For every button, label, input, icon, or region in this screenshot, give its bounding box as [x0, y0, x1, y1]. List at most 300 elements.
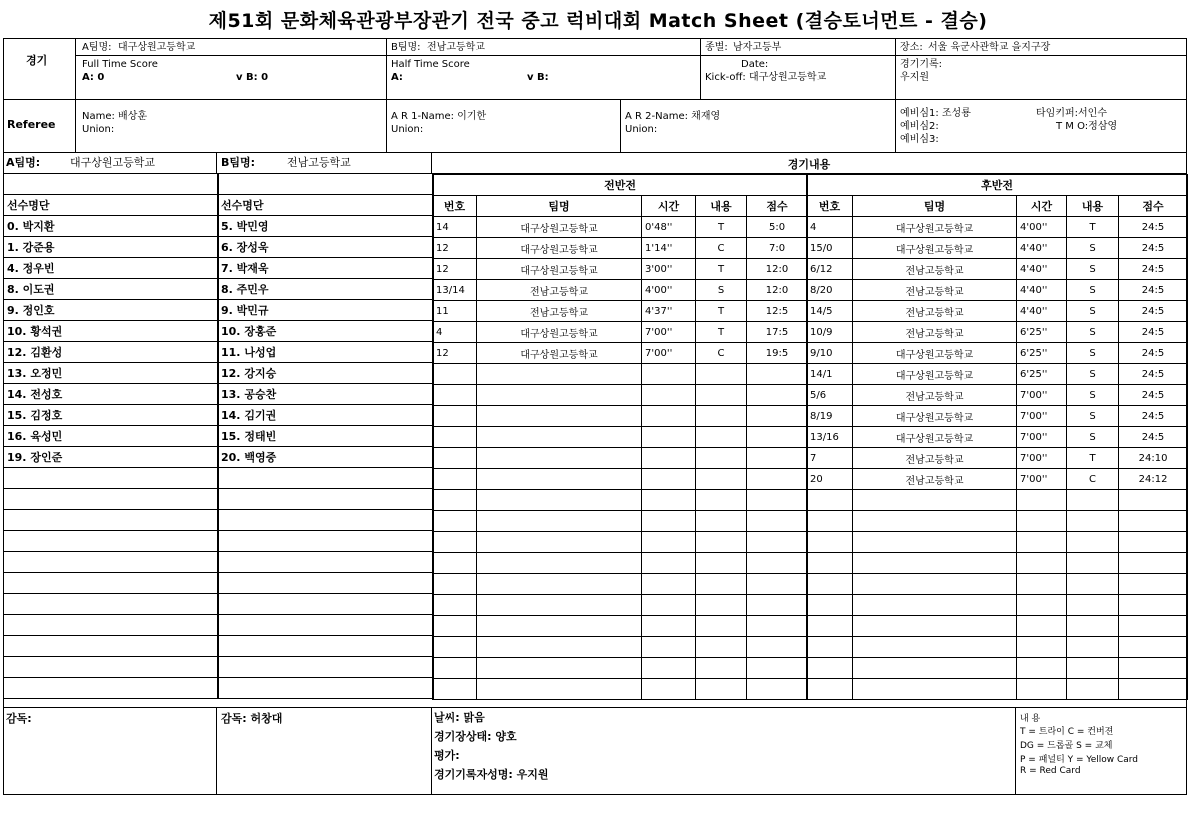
second-half-cell-team: 전남고등학교	[853, 259, 1017, 280]
second-half-cell-time	[1017, 658, 1067, 679]
second-half-cell-number: 20	[807, 469, 853, 490]
second-half-cell-type: S	[1067, 238, 1119, 259]
first-half-cell-team	[477, 469, 642, 490]
first-half-cell-number	[433, 616, 477, 637]
team-b-label: B팀명:	[391, 42, 421, 53]
second-half-cell-team: 대구상원고등학교	[853, 238, 1017, 259]
first-half-cell-type	[696, 364, 747, 385]
second-half-cell-score	[1119, 616, 1188, 637]
tmo: T M O:정삼영	[1056, 121, 1118, 132]
first-half-cell-number: 11	[433, 301, 477, 322]
table-row	[4, 678, 219, 699]
first-half-cell-time: 7'00''	[642, 322, 696, 343]
second-half-cell-number: 7	[807, 448, 853, 469]
first-half-cell-team: 대구상원고등학교	[477, 238, 642, 259]
team-b-header	[217, 153, 432, 174]
first-half-cell-type	[696, 574, 747, 595]
first-half-cell-score	[747, 532, 808, 553]
first-half-cell-score	[747, 511, 808, 532]
first-half-cell-number	[433, 448, 477, 469]
legend-line-4: R = Red Card	[1020, 766, 1081, 776]
second-half-cell-score	[1119, 511, 1188, 532]
second-half-cell-team: 대구상원고등학교	[853, 217, 1017, 238]
coach-a-cell	[4, 707, 217, 794]
second-half-cell-type: S	[1067, 406, 1119, 427]
second-half-cell-team	[853, 511, 1017, 532]
second-half-cell-score: 24:5	[1119, 364, 1188, 385]
first-half-cell-number	[433, 532, 477, 553]
team-a-player	[4, 489, 219, 510]
team-b-player	[218, 468, 434, 489]
second-half-cell-time: 6'25''	[1017, 343, 1067, 364]
first-half-cell-type	[696, 448, 747, 469]
first-half-cell-type: S	[696, 280, 747, 301]
first-half-cell-time	[642, 553, 696, 574]
second-half-cell-number: 6/12	[807, 259, 853, 280]
second-half-header-row	[807, 196, 1188, 217]
table-row	[433, 448, 808, 469]
team-a-player	[4, 615, 219, 636]
conditions-cell	[432, 707, 1016, 794]
table-row	[4, 300, 219, 321]
second-half-cell-type	[1067, 574, 1119, 595]
column-header-number: 번호	[433, 196, 477, 217]
half-time-a: A:	[391, 72, 403, 83]
first-half-header-row	[433, 196, 808, 217]
ar1-name: A R 1-Name: 이기한	[391, 111, 487, 122]
legend-cell	[1016, 707, 1186, 794]
first-half-cell-time	[642, 469, 696, 490]
second-half-cell-time: 6'25''	[1017, 364, 1067, 385]
second-half-cell-number	[807, 658, 853, 679]
table-row	[4, 342, 219, 363]
table-row	[218, 300, 434, 321]
referee-name: Name: 배상훈	[82, 111, 148, 122]
table-row	[433, 301, 808, 322]
table-row	[433, 469, 808, 490]
first-half-cell-number	[433, 490, 477, 511]
coach-a: 감독:	[6, 712, 32, 725]
first-half-cell-team	[477, 637, 642, 658]
table-row	[807, 637, 1188, 658]
first-half-cell-number	[433, 469, 477, 490]
table-row	[807, 553, 1188, 574]
table-row	[4, 447, 219, 468]
first-half-cell-score	[747, 490, 808, 511]
second-half-cell-team: 전남고등학교	[853, 301, 1017, 322]
second-half-cell-score	[1119, 553, 1188, 574]
second-half-cell-score	[1119, 658, 1188, 679]
first-half-cell-score	[747, 658, 808, 679]
referee-cell	[76, 100, 387, 153]
second-half-cell-team: 전남고등학교	[853, 448, 1017, 469]
team-b-player	[218, 510, 434, 531]
second-half-cell-number: 13/16	[807, 427, 853, 448]
first-half-cell-team: 전남고등학교	[477, 301, 642, 322]
first-half-cell-score	[747, 616, 808, 637]
second-half-cell-number: 5/6	[807, 385, 853, 406]
second-half-cell-team: 전남고등학교	[853, 322, 1017, 343]
team-b-player	[218, 552, 434, 573]
field-condition: 경기장상태: 양호	[434, 730, 517, 743]
table-row	[218, 216, 434, 237]
coach-b-cell	[217, 707, 432, 794]
first-half-cell-score	[747, 553, 808, 574]
first-half-cell-type: T	[696, 259, 747, 280]
first-half-cell-type: T	[696, 322, 747, 343]
table-row	[218, 594, 434, 615]
table-row	[807, 511, 1188, 532]
table-row	[4, 636, 219, 657]
first-half-cell-time	[642, 364, 696, 385]
team-a-player: 16. 육성민	[4, 426, 219, 447]
table-row	[433, 217, 808, 238]
second-half-cell-time	[1017, 637, 1067, 658]
table-row	[807, 574, 1188, 595]
first-half-cell-time	[642, 595, 696, 616]
date-label: Date:	[741, 59, 769, 70]
team-b-header-name: 전남고등학교	[287, 156, 351, 169]
table-row	[218, 636, 434, 657]
second-half-cell-team: 대구상원고등학교	[853, 427, 1017, 448]
referee-label-cell	[4, 100, 76, 153]
table-row	[218, 510, 434, 531]
table-row	[218, 279, 434, 300]
first-half-cell-score	[747, 595, 808, 616]
second-half-cell-score: 24:5	[1119, 406, 1188, 427]
table-row	[433, 616, 808, 637]
division-label: 종별:	[705, 42, 728, 53]
second-half-cell-score	[1119, 532, 1188, 553]
table-row	[218, 405, 434, 426]
second-half-cell-number	[807, 532, 853, 553]
first-half-cell-time	[642, 637, 696, 658]
team-a-header-name: 대구상원고등학교	[70, 156, 156, 169]
first-half-cell-type: C	[696, 238, 747, 259]
table-row	[218, 321, 434, 342]
table-row	[4, 405, 219, 426]
table-row	[433, 637, 808, 658]
table-row	[4, 216, 219, 237]
kickoff-label: Kick-off: 대구상원고등학교	[705, 72, 827, 83]
first-half-cell-type	[696, 406, 747, 427]
first-half-cell-time	[642, 658, 696, 679]
team-a-player	[4, 531, 219, 552]
roster-header-row	[4, 195, 219, 216]
match-content-label: 경기내용	[787, 158, 831, 171]
column-header-type: 내용	[696, 196, 747, 217]
roster-header-row	[218, 195, 434, 216]
table-row	[4, 615, 219, 636]
roster-spacer-row	[218, 174, 434, 195]
second-half-cell-time	[1017, 490, 1067, 511]
first-half-cell-time	[642, 406, 696, 427]
second-half-cell-time: 4'40''	[1017, 301, 1067, 322]
first-half-cell-team	[477, 532, 642, 553]
team-b-player	[218, 573, 434, 594]
second-half-cell-type: S	[1067, 385, 1119, 406]
full-time-a: A: 0	[82, 72, 105, 83]
first-half-cell-time	[642, 448, 696, 469]
second-half-cell-time: 4'40''	[1017, 280, 1067, 301]
reserve-cell	[896, 100, 1186, 153]
roster-spacer-cell	[218, 174, 434, 195]
first-half-cell-type	[696, 490, 747, 511]
table-row	[4, 468, 219, 489]
second-half-cell-number: 8/19	[807, 406, 853, 427]
referee-label: Referee	[7, 118, 56, 131]
team-a-player: 9. 정인호	[4, 300, 219, 321]
first-half-cell-number	[433, 553, 477, 574]
first-half-cell-type	[696, 553, 747, 574]
second-half-cell-type: S	[1067, 343, 1119, 364]
first-half-cell-time: 3'00''	[642, 259, 696, 280]
second-half-cell-type: S	[1067, 280, 1119, 301]
reserve-3: 예비심3:	[900, 134, 939, 145]
second-half-cell-team	[853, 532, 1017, 553]
table-row	[218, 384, 434, 405]
first-half-cell-score: 12:5	[747, 301, 808, 322]
half-time-label: Half Time Score	[391, 59, 470, 70]
second-half-cell-type	[1067, 616, 1119, 637]
first-half-cell-time: 4'00''	[642, 280, 696, 301]
second-half-cell-time: 6'25''	[1017, 322, 1067, 343]
second-half-cell-team: 전남고등학교	[853, 280, 1017, 301]
table-row	[218, 426, 434, 447]
team-a-player	[4, 552, 219, 573]
legend-title: 내 용	[1020, 714, 1041, 724]
column-header-type: 내용	[1067, 196, 1119, 217]
first-half-cell-team	[477, 616, 642, 637]
first-half-cell-number	[433, 385, 477, 406]
table-row	[433, 595, 808, 616]
second-half-cell-number: 9/10	[807, 343, 853, 364]
second-half-cell-time: 7'00''	[1017, 385, 1067, 406]
column-header-time: 시간	[642, 196, 696, 217]
table-row	[4, 573, 219, 594]
full-time-b: v B: 0	[236, 72, 269, 83]
first-half-cell-time	[642, 385, 696, 406]
table-row	[4, 594, 219, 615]
table-row	[807, 280, 1188, 301]
first-half-cell-team	[477, 364, 642, 385]
second-half-label: 후반전	[807, 175, 1188, 196]
ar2-cell	[621, 100, 896, 153]
column-header-team: 팀명	[477, 196, 642, 217]
second-half-cell-time	[1017, 532, 1067, 553]
second-half-cell-number	[807, 595, 853, 616]
first-half-label-row	[433, 175, 808, 196]
second-half-cell-team	[853, 574, 1017, 595]
second-half-cell-time: 4'40''	[1017, 238, 1067, 259]
first-half-cell-time: 0'48''	[642, 217, 696, 238]
table-row	[807, 679, 1188, 700]
team-a-player: 14. 전성호	[4, 384, 219, 405]
first-half-label: 전반전	[433, 175, 808, 196]
first-half-cell-team	[477, 595, 642, 616]
team-b-player: 15. 정태빈	[218, 426, 434, 447]
first-half-cell-team: 대구상원고등학교	[477, 343, 642, 364]
first-half-cell-score: 12:0	[747, 280, 808, 301]
second-half-cell-score: 24:5	[1119, 385, 1188, 406]
second-half-cell-type	[1067, 532, 1119, 553]
first-half-cell-number	[433, 364, 477, 385]
first-half-cell-type: C	[696, 343, 747, 364]
first-half-cell-type	[696, 385, 747, 406]
team-b-player	[218, 615, 434, 636]
division-cell	[701, 39, 896, 100]
second-half-cell-score: 24:12	[1119, 469, 1188, 490]
second-half-cell-team: 대구상원고등학교	[853, 343, 1017, 364]
second-half-cell-number: 10/9	[807, 322, 853, 343]
recorder-label: 경기기록:	[900, 59, 943, 70]
venue-label: 장소:	[900, 42, 923, 53]
table-row	[433, 679, 808, 700]
first-half-cell-team	[477, 490, 642, 511]
table-row	[4, 489, 219, 510]
second-half-cell-number	[807, 553, 853, 574]
table-row	[4, 552, 219, 573]
second-half-cell-score: 24:5	[1119, 280, 1188, 301]
table-row	[4, 384, 219, 405]
second-half-cell-score	[1119, 679, 1188, 700]
team-a-player: 12. 김환성	[4, 342, 219, 363]
first-half-cell-time	[642, 532, 696, 553]
first-half-cell-number	[433, 658, 477, 679]
half-time-b: v B:	[527, 72, 549, 83]
first-half-cell-type: T	[696, 301, 747, 322]
team-a-cell	[76, 39, 387, 100]
table-row	[4, 321, 219, 342]
first-half-cell-type	[696, 616, 747, 637]
second-half-cell-team: 전남고등학교	[853, 385, 1017, 406]
first-half-cell-type	[696, 427, 747, 448]
first-half-cell-team	[477, 553, 642, 574]
rating: 평가:	[434, 749, 460, 762]
team-b-cell	[387, 39, 701, 100]
table-row	[4, 237, 219, 258]
second-half-cell-score: 24:5	[1119, 301, 1188, 322]
table-row	[433, 574, 808, 595]
first-half-cell-number	[433, 427, 477, 448]
second-half-cell-score: 24:10	[1119, 448, 1188, 469]
table-row	[218, 615, 434, 636]
first-half-cell-number	[433, 637, 477, 658]
first-half-cell-number: 12	[433, 259, 477, 280]
first-half-cell-number: 4	[433, 322, 477, 343]
second-half-cell-number	[807, 574, 853, 595]
column-header-score: 점수	[1119, 196, 1188, 217]
second-half-cell-type: S	[1067, 259, 1119, 280]
first-half-cell-number: 14	[433, 217, 477, 238]
first-half-cell-time	[642, 616, 696, 637]
first-half-cell-number: 13/14	[433, 280, 477, 301]
first-half-cell-number	[433, 679, 477, 700]
team-a-header-label: A팀명:	[6, 156, 41, 169]
table-row	[807, 532, 1188, 553]
table-row	[433, 406, 808, 427]
second-half-cell-type	[1067, 595, 1119, 616]
second-half-cell-score	[1119, 637, 1188, 658]
roster-a-table	[3, 174, 219, 699]
table-row	[807, 217, 1188, 238]
team-b-name: 전남고등학교	[427, 42, 485, 53]
first-half-cell-team	[477, 658, 642, 679]
team-a-label: A팀명:	[82, 42, 112, 53]
first-half-cell-score	[747, 406, 808, 427]
ar1-union: Union:	[391, 124, 424, 135]
second-half-cell-time	[1017, 595, 1067, 616]
second-half-cell-team	[853, 658, 1017, 679]
first-half-cell-team	[477, 511, 642, 532]
table-row	[433, 427, 808, 448]
table-row	[807, 658, 1188, 679]
second-half-cell-team	[853, 679, 1017, 700]
team-b-player	[218, 636, 434, 657]
coach-b: 감독: 허창대	[221, 712, 283, 725]
team-b-player: 6. 장성욱	[218, 237, 434, 258]
page-title: 제51회 문화체육관광부장관기 전국 중고 럭비대회 Match Sheet (결승토너먼트 - 결승)	[208, 10, 988, 32]
second-half-cell-team	[853, 490, 1017, 511]
table-row	[807, 301, 1188, 322]
first-half-cell-team	[477, 427, 642, 448]
second-half-cell-number	[807, 490, 853, 511]
table-row	[4, 258, 219, 279]
roster-header: 선수명단	[4, 195, 219, 216]
second-half-cell-time: 7'00''	[1017, 469, 1067, 490]
table-row	[433, 553, 808, 574]
table-row	[433, 658, 808, 679]
table-row	[433, 322, 808, 343]
first-half-cell-score	[747, 637, 808, 658]
second-half-cell-type: S	[1067, 427, 1119, 448]
division: 남자고등부	[733, 42, 782, 53]
first-half-cell-score: 17:5	[747, 322, 808, 343]
roster-spacer-row	[4, 174, 219, 195]
first-half-cell-score	[747, 364, 808, 385]
reserve-2: 예비심2:	[900, 121, 939, 132]
match-content-header	[432, 153, 1186, 174]
second-half-cell-number: 15/0	[807, 238, 853, 259]
recorder: 우지원	[900, 72, 929, 83]
legend-line-3: P = 패널티 Y = Yellow Card	[1020, 755, 1139, 765]
roster-b-table	[217, 174, 434, 699]
table-row	[807, 385, 1188, 406]
second-half-cell-score: 24:5	[1119, 238, 1188, 259]
second-half-cell-time: 7'00''	[1017, 427, 1067, 448]
team-a-player: 4. 정우빈	[4, 258, 219, 279]
second-half-cell-team	[853, 616, 1017, 637]
first-half-cell-number	[433, 595, 477, 616]
team-a-player: 13. 오정민	[4, 363, 219, 384]
table-row	[807, 238, 1188, 259]
table-row	[433, 364, 808, 385]
second-half-cell-number	[807, 511, 853, 532]
table-row	[218, 552, 434, 573]
full-time-label: Full Time Score	[82, 59, 158, 70]
table-row	[4, 363, 219, 384]
table-row	[433, 532, 808, 553]
table-row	[807, 364, 1188, 385]
table-row	[218, 657, 434, 678]
first-half-cell-team	[477, 385, 642, 406]
first-half-cell-number: 12	[433, 343, 477, 364]
second-half-cell-score	[1119, 574, 1188, 595]
table-row	[218, 237, 434, 258]
team-a-player	[4, 636, 219, 657]
team-a-header	[4, 153, 217, 174]
team-b-player: 13. 공승찬	[218, 384, 434, 405]
